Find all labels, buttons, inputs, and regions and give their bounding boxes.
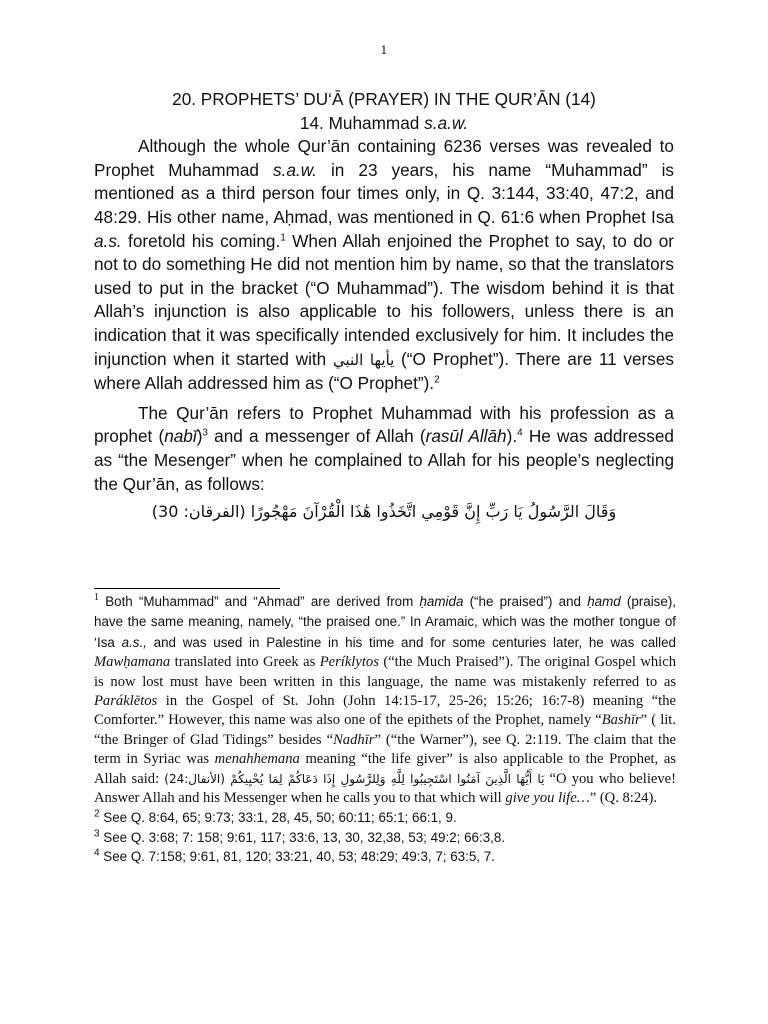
footnote-1-number: 1 [94,592,99,604]
p1-text-1: Although the whole Qur’ān containing 6236 verses was revealed to Prophet Muhammad [94,136,674,180]
fn1-term-hamida: ḥamida [419,594,464,609]
p1-honorific-1: s.a.w. [273,159,317,180]
footnote-3-number: 3 [94,828,100,840]
footnote-3 [94,828,676,847]
fn1-text-b: (“he praised”) and [463,594,588,609]
section-subheading [94,112,674,136]
p1-honorific-2: a.s. [94,230,122,251]
fn1-term-mawhamana: Mawḥamana [94,654,171,671]
footnote-2-text: See Q. 8:64, 65; 9:73; 33:1, 28, 45, 50; 60:11; 65:1; 66:1, 9. [99,810,457,826]
fn1-arabic-verse: يَا أَيُّهَا الَّذِينَ آمَنُوا اسْتَجِيبُوا لِلَّهِ وَلِلرَّسُولِ إِذَا دَعَاكُمْ لِمَا يُحْيِيكُمْ (الأنفال:24) [164,771,545,786]
fn1-term-parakletos: Paráklētos [94,693,158,710]
p2-text-3: and a messenger of Allah ( [207,426,426,447]
p2-text-4: ). [506,426,518,447]
footnote-3-text: See Q. 3:68; 7: 158; 9:61, 117; 33:6, 13, 30, 32,38, 53; 49:2; 66:3,8. [99,829,506,845]
paragraph-2 [94,402,674,496]
subheading-text: 14. Muhammad [299,112,425,133]
fn1-text-d: and was used in Palestine in his time and for some centuries later, he was called [146,634,676,650]
footnote-ref-3[interactable]: 3 [202,427,208,439]
footnote-separator [94,588,280,589]
fn1-term-hamd: ḥamd [587,594,621,609]
footnote-ref-2[interactable]: 2 [434,374,440,386]
p2-term-nabi: nabī [164,426,197,447]
fn1-honorific: a.s., [121,634,147,650]
fn1-term-menahhemana: menahhemana [214,751,300,768]
fn1-text-k: “O you who believe! Answer Allah and his Messenger when he calls you to that which will [94,770,676,807]
fn1-text-l: ” (Q. 8:24). [589,790,657,807]
fn1-text-h: ” ( lit. “the Bringer of Glad Tidings” besides “ [94,712,677,748]
fn1-text-g: in the Gospel of St. John (John 14:15-17, 25-26; 15:26; 16:7-8) meaning “the Comforter.” However, this name was also one of the epithets of the Prophet, namely “ [94,693,676,729]
fn1-text-a: Both “Muhammad” and “Ahmad” are derived from [99,594,420,609]
fn1-text-f: (“the Much Praised”). The original Gospel which is now lost must have been written in this language, the name was mistakenly referred to as [94,654,676,690]
fn1-text-c: (praise), have the same meaning, namely, “the praised one.” In Aramaic, which was the mother tongue of ‘Isa [94,594,676,650]
p2-text-1: The Qur’ān refers to Prophet Muhammad with his profession as a prophet ( [94,402,674,447]
footnote-4-number: 4 [94,847,100,859]
fn1-text-i: ” (“the Warner”), see Q. 2:119. The claim that the term in Syriac was [94,731,676,768]
fn1-term-nadhir: Nadhīr [333,731,375,748]
arabic-phrase: يأيها النبي [332,350,395,369]
fn1-term-give-life: give you life… [505,790,590,807]
fn1-text-e: translated into Greek as [170,654,320,671]
p2-text-5: He was addressed as “the Mesenger” when he complained to Allah for his people’s neglecting the Qur’ān, as follows: [94,426,674,494]
fn1-term-periklytos: Períklytos [319,654,379,671]
footnote-4-text: See Q. 7:158; 9:61, 81, 120; 33:21, 40, 53; 48:29; 49:3, 7; 63:5, 7. [99,849,495,865]
footnote-2 [94,808,676,827]
p1-text-2: in 23 years, his name “Muhammad” is mentioned as a third person four times only, in Q. 3:144, 33:40, 47:2, and 48:29. His other name, Aḥmad, was mentioned in Q. 61:6 when Prophet Isa [94,159,674,227]
p1-text-4: When Allah enjoined the Prophet to say, to do or not to do something He did not mention him by name, so that the translators used to put in the bracket (“O Muhammad”). The wisdom behind it is that Allah’s injunction is also applicable to his followers, unless there is an indication that it was specifically intended exclusively for him. It includes the injunction when it started with [94,230,674,369]
paragraph-1 [94,135,674,396]
p2-text-2: ) [196,426,203,447]
footnote-ref-4[interactable]: 4 [517,427,523,439]
subheading-honorific: s.a.w. [424,112,469,133]
footnote-4 [94,847,676,866]
quran-verse-arabic: وَقَالَ الرَّسُولُ يَا رَبِّ إِنَّ قَوْمِي اتَّخَذُوا هَٰذَا الْقُرْآنَ مَهْجُورًا (الفرقان: 30) [151,502,617,522]
fn1-text-j: meaning “the life giver” is also applicable to the Prophet, as Allah said: [94,751,676,787]
p1-text-5: (“O Prophet”). There are 11 verses where Allah addressed him as (“O Prophet”). [94,348,675,394]
chapter-heading: 20. PROPHETS’ DU‘Ā (PRAYER) IN THE QUR’ĀN (14) [172,89,596,109]
footnote-2-number: 2 [94,809,100,820]
p2-term-rasul: rasūl Allāh [425,426,507,447]
p1-text-3: foretold his coming. [121,230,281,251]
fn1-term-bashir: Bashīr [601,712,641,729]
main-text [94,88,674,524]
footnote-1 [94,592,676,808]
page-number: 1 [380,44,388,57]
footnote-ref-1[interactable]: 1 [280,231,286,243]
footnotes [94,592,676,867]
